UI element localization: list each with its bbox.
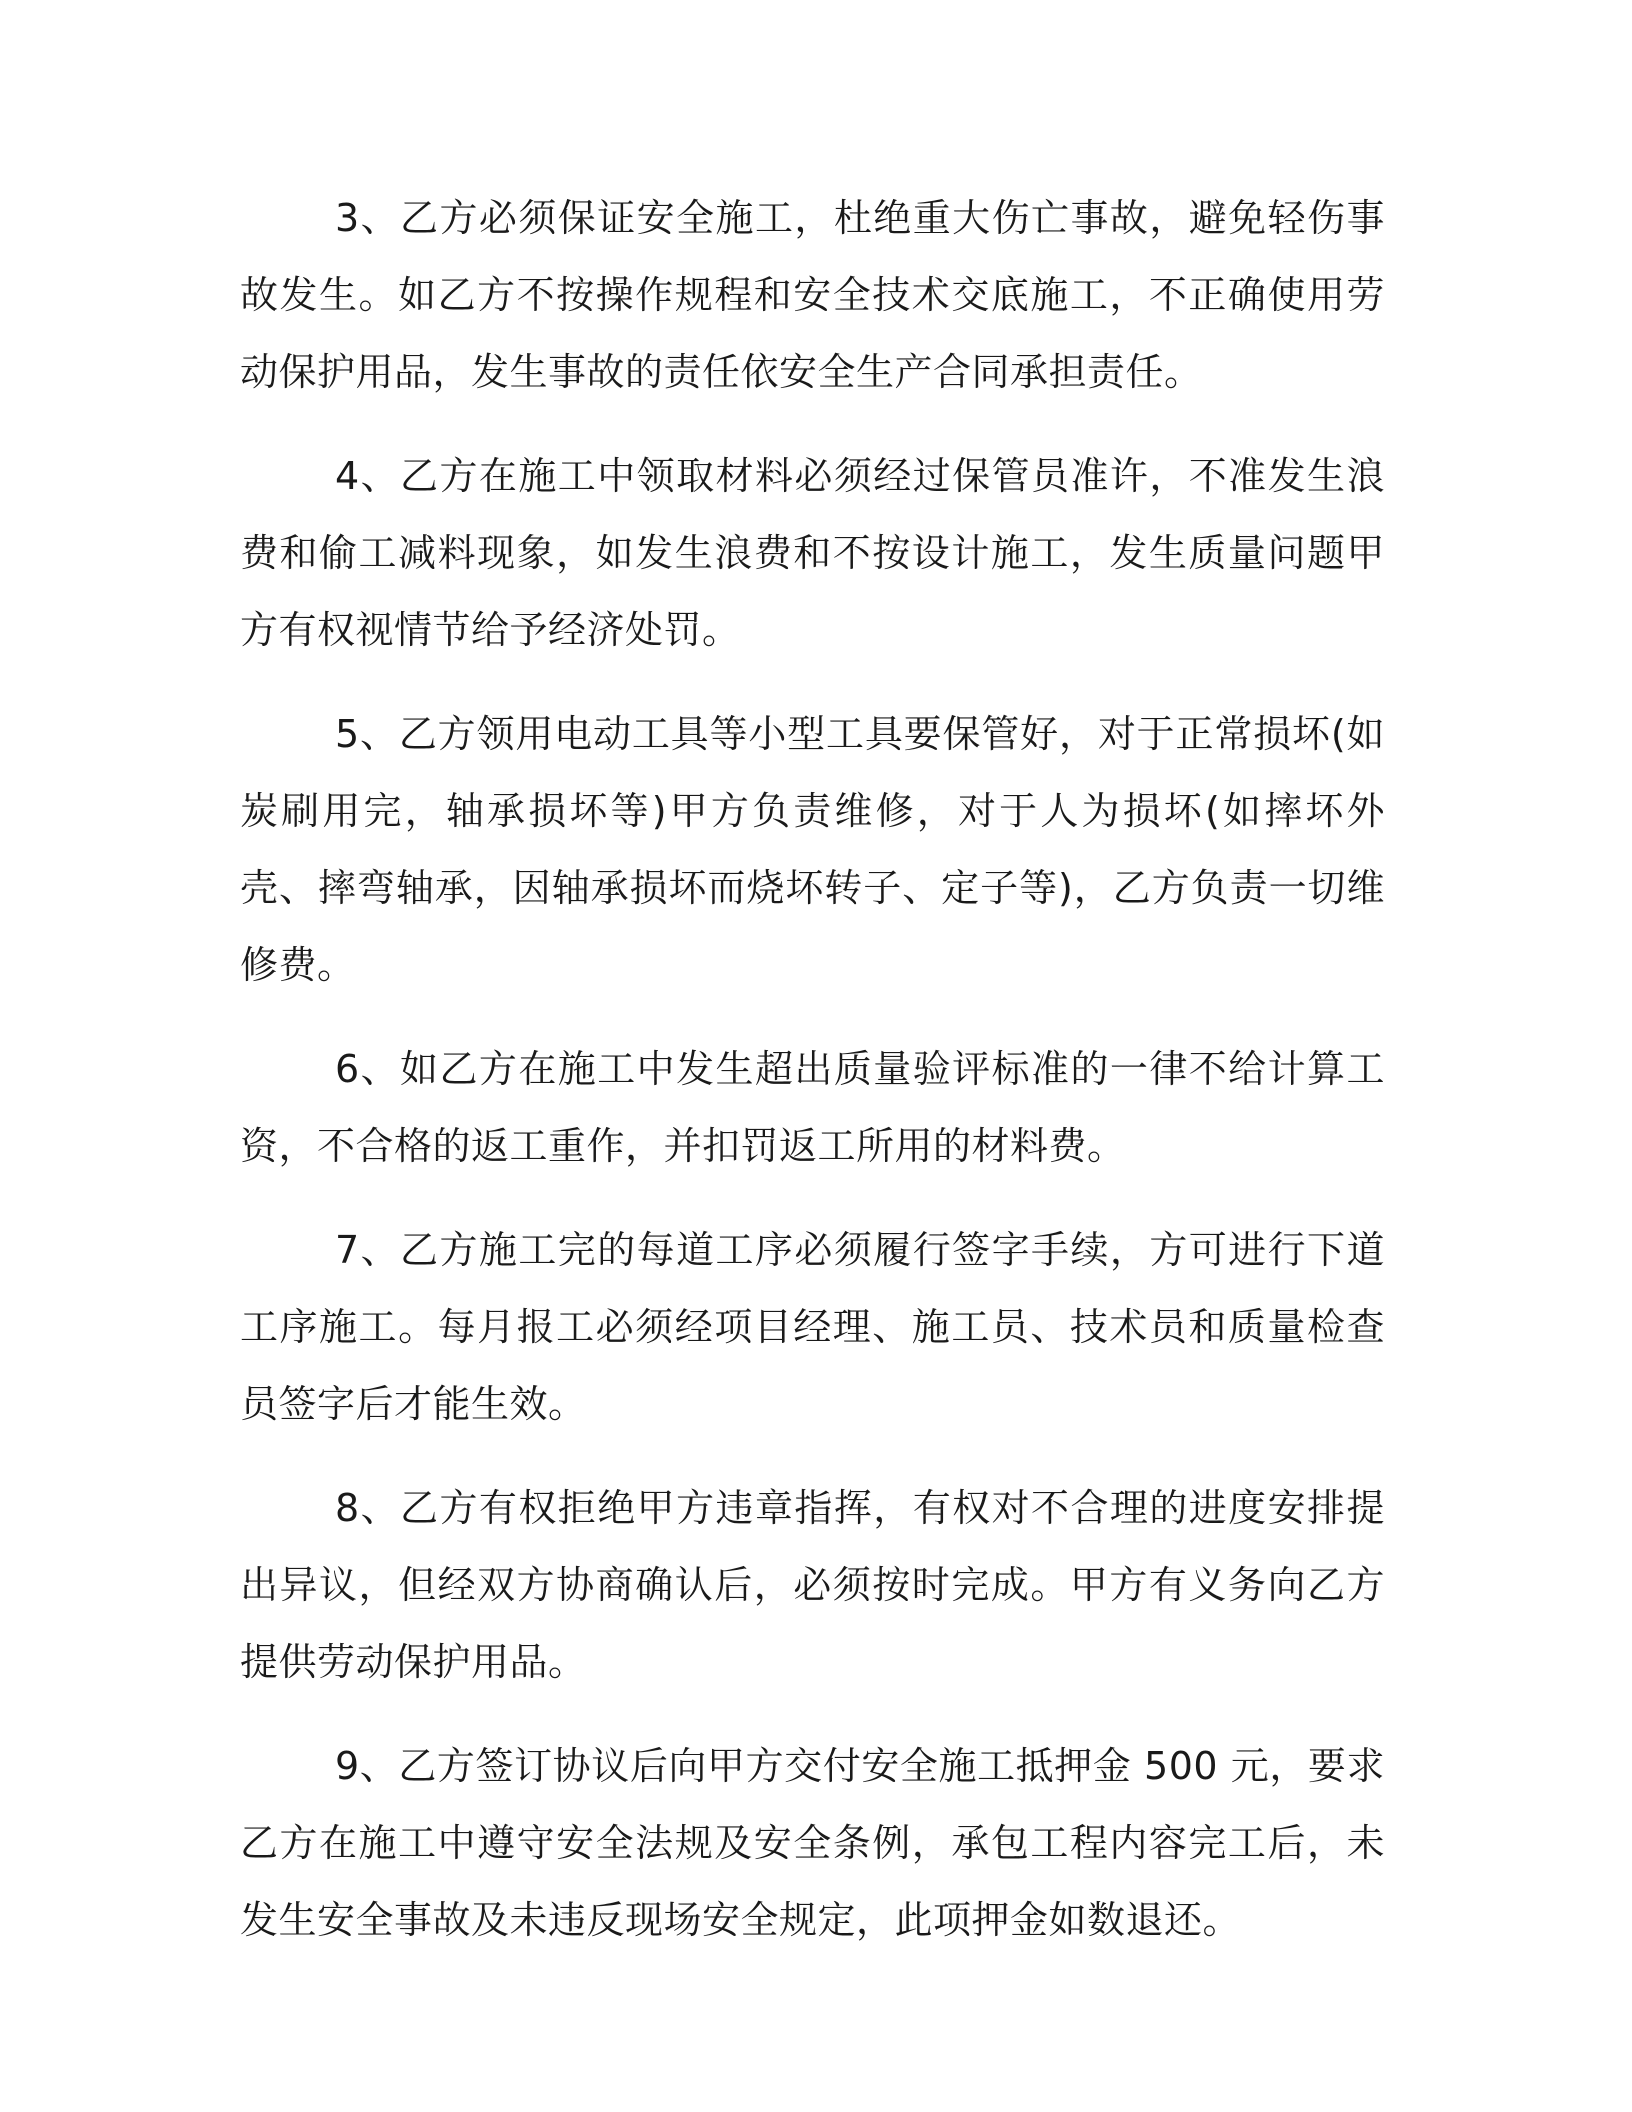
clause-4: 4、乙方在施工中领取材料必须经过保管员准许，不准发生浪费和偷工减料现象，如发生浪费和不按设计施工，发生质量问题甲方有权视情节给予经济处罚。 — [240, 454, 1385, 652]
clause-5: 5、乙方领用电动工具等小型工具要保管好，对于正常损坏(如炭刷用完，轴承损坏等)甲方负责维修，对于人为损坏(如摔坏外壳、摔弯轴承，因轴承损坏而烧坏转子、定子等)，乙方负责一切维修费。 — [240, 712, 1385, 987]
clause-6: 6、如乙方在施工中发生超出质量验评标准的一律不给计算工资，不合格的返工重作，并扣罚返工所用的材料费。 — [240, 1047, 1385, 1168]
clause-9: 9、乙方签订协议后向甲方交付安全施工抵押金 500 元，要求乙方在施工中遵守安全法规及安全条例，承包工程内容完工后，未发生安全事故及未违反现场安全规定，此项押金如数退还。 — [240, 1744, 1385, 1942]
clause-7: 7、乙方施工完的每道工序必须履行签字手续，方可进行下道工序施工。每月报工必须经项目经理、施工员、技术员和质量检查员签字后才能生效。 — [240, 1228, 1385, 1426]
clause-3: 3、乙方必须保证安全施工，杜绝重大伤亡事故，避免轻伤事故发生。如乙方不按操作规程和安全技术交底施工，不正确使用劳动保护用品，发生事故的责任依安全生产合同承担责任。 — [240, 196, 1385, 394]
document-page — [240, 180, 1385, 1986]
clause-8: 8、乙方有权拒绝甲方违章指挥，有权对不合理的进度安排提出异议，但经双方协商确认后，必须按时完成。甲方有义务向乙方提供劳动保护用品。 — [240, 1486, 1385, 1684]
